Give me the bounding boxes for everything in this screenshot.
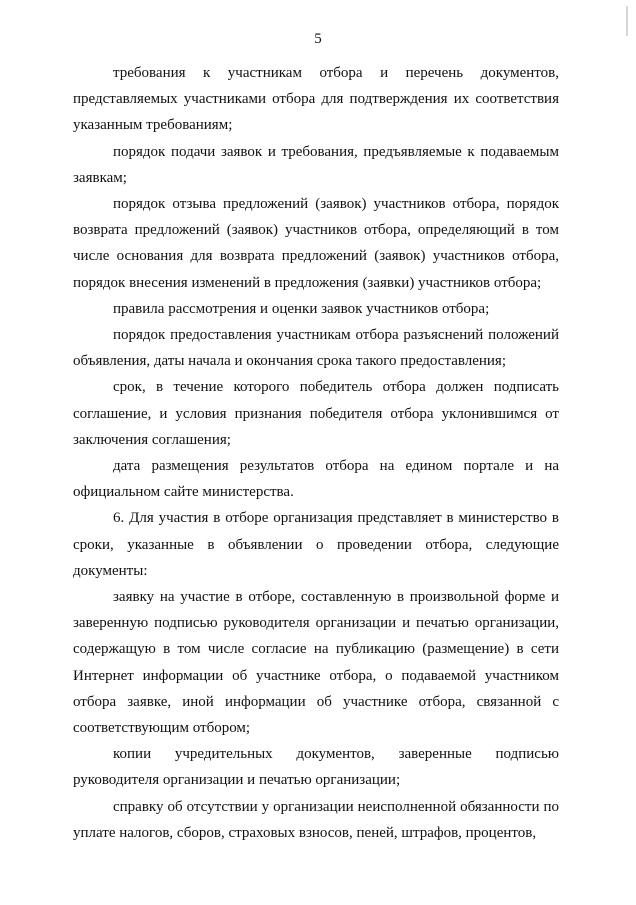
page-number: 5 xyxy=(314,31,322,47)
paragraph-application-withdrawal: порядок отзыва предложений (заявок) участников отбора, порядок возврата предложений (заявок) участников отбора, определяющий в том числе основания для возврата предложений (заявок) участников отбора, порядок внесения изменений в предложения (заявки) участников отбора; xyxy=(73,196,559,291)
paragraph-tax-certificate: справку об отсутствии у организации неисполненной обязанности по уплате налогов, сборов, страховых взносов, пеней, штрафов, процентов, xyxy=(73,798,559,841)
paragraph-results-publication: дата размещения результатов отбора на едином портале и на официальном сайте министерства. xyxy=(73,458,559,501)
paragraph-application-submission: порядок подачи заявок и требования, предъявляемые к подаваемым заявкам; xyxy=(73,143,559,186)
paragraph-founding-documents: копии учредительных документов, заверенные подписью руководителя организации и печатью организации; xyxy=(73,746,559,789)
paragraph-section-6: 6. Для участия в отборе организация представляет в министерство в сроки, указанные в объявлении о проведении отбора, следующие документы: xyxy=(73,510,559,579)
paragraph-clarifications: порядок предоставления участникам отбора разъяснений положений объявления, даты начала и окончания срока такого предоставления; xyxy=(73,327,559,370)
paragraph-participant-requirements: требования к участникам отбора и перечень документов, представляемых участниками отбора для подтверждения их соответствия указанным требованиям; xyxy=(73,65,559,134)
paragraph-review-rules: правила рассмотрения и оценки заявок участников отбора; xyxy=(113,300,490,317)
paragraph-participation-application: заявку на участие в отборе, составленную в произвольной форме и заверенную подписью руководителя организации и печатью организации, содержащую в том числе согласие на публикацию (размещение) в сети Интернет информации об участнике отбора, о подаваемой участником отбора заявке, иной информации об участнике отбора, связанной с соответствующим отбором; xyxy=(73,589,559,737)
paragraph-agreement-deadline: срок, в течение которого победитель отбора должен подписать соглашение, и условия признания победителя отбора уклонившимся от заключения соглашения; xyxy=(73,379,559,448)
document-body xyxy=(73,60,559,846)
